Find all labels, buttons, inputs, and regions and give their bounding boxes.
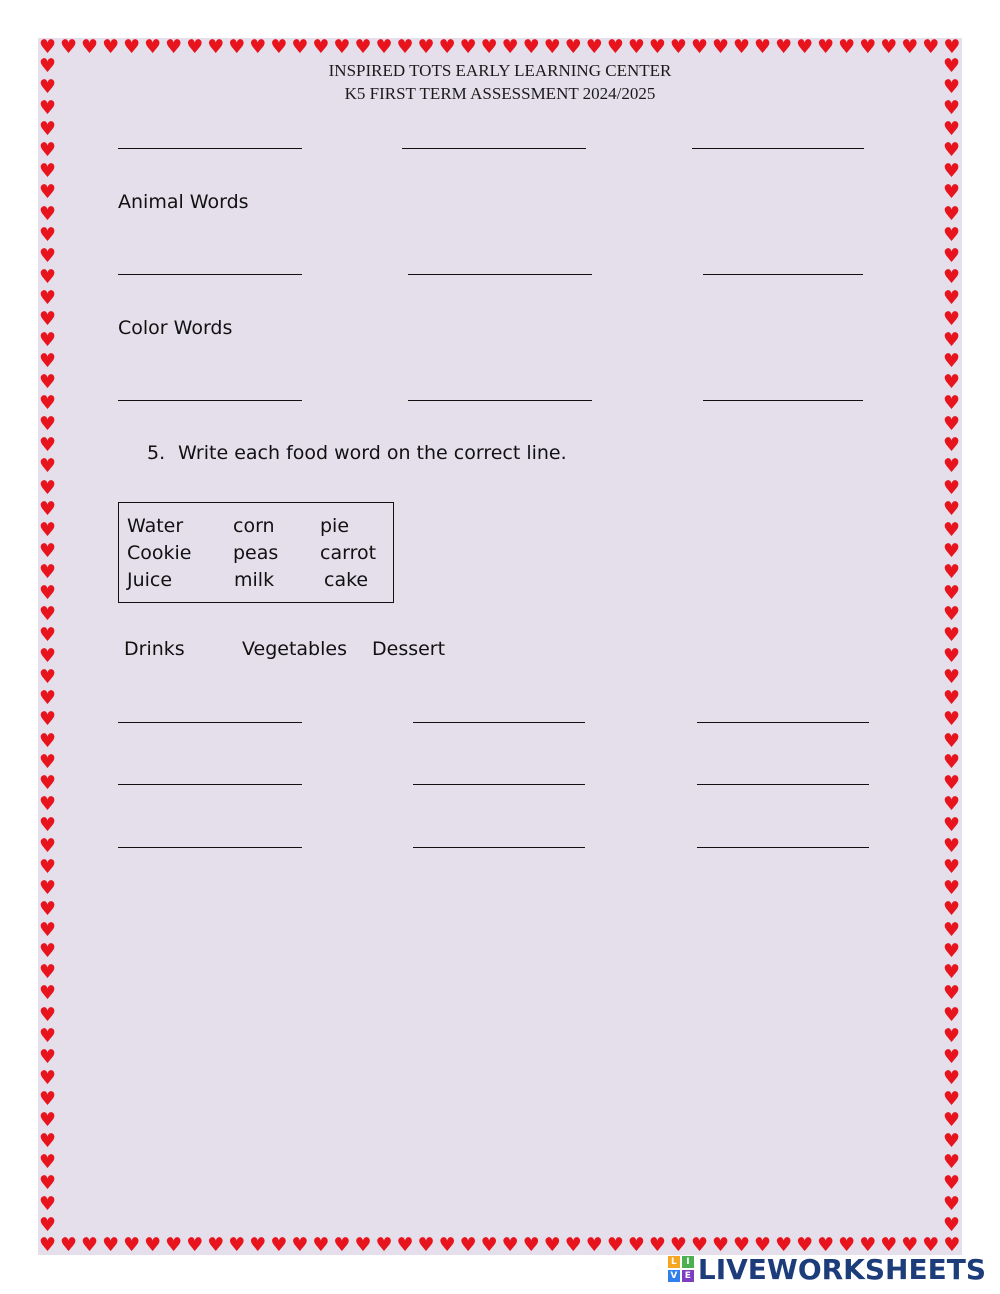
heart-icon: ♥ bbox=[186, 1236, 204, 1255]
heart-icon: ♥ bbox=[38, 813, 57, 836]
heart-icon: ♥ bbox=[38, 76, 57, 99]
heart-icon: ♥ bbox=[38, 603, 57, 626]
answer-line[interactable] bbox=[118, 148, 302, 149]
heart-icon: ♥ bbox=[38, 286, 57, 309]
answer-line[interactable] bbox=[408, 274, 592, 275]
heart-icon: ♥ bbox=[942, 392, 961, 415]
heart-icon: ♥ bbox=[38, 57, 57, 77]
heart-icon: ♥ bbox=[942, 202, 961, 225]
heart-icon: ♥ bbox=[38, 497, 57, 520]
heart-icon: ♥ bbox=[291, 1236, 309, 1255]
heart-icon: ♥ bbox=[38, 1024, 57, 1047]
heart-icon: ♥ bbox=[942, 350, 961, 373]
heart-icon: ♥ bbox=[81, 38, 99, 57]
heart-icon: ♥ bbox=[375, 1236, 393, 1255]
heart-icon: ♥ bbox=[942, 581, 961, 604]
answer-line[interactable] bbox=[697, 722, 869, 723]
heart-icon: ♥ bbox=[186, 38, 204, 57]
heart-icon: ♥ bbox=[38, 1066, 57, 1089]
logo-tile: L bbox=[668, 1256, 680, 1268]
heart-icon: ♥ bbox=[754, 1236, 772, 1255]
heart-icon: ♥ bbox=[228, 38, 246, 57]
answer-line[interactable] bbox=[413, 784, 585, 785]
word-bank-word: cake bbox=[324, 569, 369, 591]
heart-icon: ♥ bbox=[501, 1236, 519, 1255]
heart-icon: ♥ bbox=[38, 118, 57, 141]
heart-icon: ♥ bbox=[942, 898, 961, 921]
heart-icon: ♥ bbox=[38, 771, 57, 794]
heart-icon: ♥ bbox=[627, 1236, 645, 1255]
heart-icon: ♥ bbox=[102, 38, 120, 57]
heart-icon: ♥ bbox=[417, 1236, 435, 1255]
section-label-color-words: Color Words bbox=[118, 317, 233, 339]
heart-icon: ♥ bbox=[942, 919, 961, 942]
heart-icon: ♥ bbox=[123, 1236, 141, 1255]
heart-icon: ♥ bbox=[859, 1236, 877, 1255]
heart-icon: ♥ bbox=[249, 1236, 267, 1255]
heart-icon: ♥ bbox=[38, 329, 57, 352]
heart-icon: ♥ bbox=[38, 855, 57, 878]
heart-icon: ♥ bbox=[711, 1236, 730, 1255]
heart-icon: ♥ bbox=[38, 1151, 57, 1174]
heart-icon: ♥ bbox=[38, 244, 57, 267]
heart-icon: ♥ bbox=[942, 961, 961, 984]
heart-icon: ♥ bbox=[38, 38, 57, 57]
heart-icon: ♥ bbox=[942, 560, 961, 583]
heart-icon: ♥ bbox=[564, 38, 582, 57]
heart-icon: ♥ bbox=[270, 38, 288, 57]
heart-icon: ♥ bbox=[123, 38, 141, 57]
heart-icon: ♥ bbox=[942, 603, 961, 626]
heart-icon: ♥ bbox=[796, 38, 814, 57]
heart-icon: ♥ bbox=[690, 38, 708, 57]
heart-icon: ♥ bbox=[648, 38, 666, 57]
heart-icon: ♥ bbox=[38, 919, 57, 942]
liveworksheets-logo-icon bbox=[668, 1256, 694, 1282]
heart-icon: ♥ bbox=[38, 729, 57, 752]
school-name: INSPIRED TOTS EARLY LEARNING CENTER bbox=[328, 61, 672, 80]
answer-line[interactable] bbox=[118, 784, 302, 785]
heart-icon: ♥ bbox=[38, 666, 57, 689]
heart-icon: ♥ bbox=[38, 1045, 57, 1068]
heart-icon: ♥ bbox=[943, 38, 961, 57]
answer-line[interactable] bbox=[402, 148, 586, 149]
heart-icon: ♥ bbox=[38, 476, 57, 499]
heart-icon: ♥ bbox=[38, 1108, 57, 1131]
heart-icon: ♥ bbox=[38, 792, 57, 815]
heart-icon: ♥ bbox=[165, 38, 183, 57]
heart-icon: ♥ bbox=[627, 38, 645, 57]
heart-icon: ♥ bbox=[648, 1236, 666, 1255]
heart-icon: ♥ bbox=[38, 624, 57, 647]
category-dessert: Dessert bbox=[372, 638, 446, 660]
heart-icon: ♥ bbox=[942, 265, 961, 288]
heart-icon: ♥ bbox=[38, 350, 57, 373]
heart-border-top bbox=[38, 38, 962, 57]
heart-icon: ♥ bbox=[922, 1236, 940, 1255]
answer-line[interactable] bbox=[413, 847, 585, 848]
heart-icon: ♥ bbox=[942, 476, 961, 499]
heart-icon: ♥ bbox=[669, 1236, 687, 1255]
heart-icon: ♥ bbox=[438, 1236, 456, 1255]
heart-icon: ♥ bbox=[375, 38, 393, 57]
heart-icon: ♥ bbox=[354, 1236, 372, 1255]
answer-line[interactable] bbox=[413, 722, 585, 723]
heart-icon: ♥ bbox=[942, 518, 961, 541]
heart-icon: ♥ bbox=[38, 750, 57, 773]
heart-icon: ♥ bbox=[165, 1236, 183, 1255]
heart-icon: ♥ bbox=[942, 708, 961, 731]
heart-icon: ♥ bbox=[942, 855, 961, 878]
heart-icon: ♥ bbox=[942, 76, 961, 99]
heart-icon: ♥ bbox=[312, 1236, 330, 1255]
heart-icon: ♥ bbox=[942, 1214, 961, 1236]
heart-icon: ♥ bbox=[942, 371, 961, 394]
heart-icon: ♥ bbox=[564, 1236, 582, 1255]
heart-icon: ♥ bbox=[38, 434, 57, 457]
heart-icon: ♥ bbox=[480, 38, 498, 57]
logo-tile: I bbox=[682, 1256, 694, 1268]
heart-icon: ♥ bbox=[249, 38, 267, 57]
heart-icon: ♥ bbox=[543, 38, 561, 57]
heart-icon: ♥ bbox=[942, 1045, 961, 1068]
heart-icon: ♥ bbox=[38, 560, 57, 583]
heart-icon: ♥ bbox=[942, 160, 961, 183]
heart-icon: ♥ bbox=[38, 413, 57, 436]
heart-icon: ♥ bbox=[942, 645, 961, 668]
heart-icon: ♥ bbox=[60, 38, 78, 57]
heart-icon: ♥ bbox=[942, 413, 961, 436]
heart-icon: ♥ bbox=[207, 1236, 225, 1255]
heart-icon: ♥ bbox=[38, 834, 57, 857]
heart-icon: ♥ bbox=[38, 455, 57, 478]
answer-line[interactable] bbox=[118, 722, 302, 723]
heart-icon: ♥ bbox=[38, 1129, 57, 1152]
heart-icon: ♥ bbox=[291, 38, 309, 57]
heart-icon: ♥ bbox=[38, 940, 57, 963]
liveworksheets-watermark bbox=[668, 1252, 986, 1286]
heart-icon: ♥ bbox=[522, 1236, 540, 1255]
logo-tile: E bbox=[682, 1270, 694, 1282]
heart-icon: ♥ bbox=[922, 38, 940, 57]
heart-icon: ♥ bbox=[942, 813, 961, 836]
heart-icon: ♥ bbox=[901, 38, 919, 57]
heart-icon: ♥ bbox=[270, 1236, 288, 1255]
answer-line[interactable] bbox=[692, 148, 864, 149]
heart-icon: ♥ bbox=[817, 38, 835, 57]
heart-icon: ♥ bbox=[38, 898, 57, 921]
heart-icon: ♥ bbox=[942, 750, 961, 773]
heart-icon: ♥ bbox=[501, 38, 519, 57]
heart-icon: ♥ bbox=[942, 329, 961, 352]
heart-icon: ♥ bbox=[228, 1236, 246, 1255]
heart-icon: ♥ bbox=[207, 38, 225, 57]
answer-line[interactable] bbox=[118, 274, 302, 275]
heart-icon: ♥ bbox=[38, 708, 57, 731]
heart-icon: ♥ bbox=[38, 1172, 57, 1195]
heart-icon: ♥ bbox=[942, 434, 961, 457]
heart-border-right bbox=[942, 57, 961, 1236]
heart-icon: ♥ bbox=[459, 1236, 477, 1255]
heart-icon: ♥ bbox=[942, 687, 961, 710]
heart-icon: ♥ bbox=[942, 307, 961, 330]
answer-line[interactable] bbox=[118, 400, 302, 401]
heart-icon: ♥ bbox=[144, 1236, 162, 1255]
heart-icon: ♥ bbox=[942, 223, 961, 246]
heart-icon: ♥ bbox=[942, 792, 961, 815]
heart-icon: ♥ bbox=[38, 223, 57, 246]
heart-icon: ♥ bbox=[333, 38, 351, 57]
heart-icon: ♥ bbox=[543, 1236, 561, 1255]
word-bank-word: Water bbox=[127, 515, 184, 537]
answer-line[interactable] bbox=[703, 400, 863, 401]
word-bank-word: Juice bbox=[127, 569, 173, 591]
logo-tile: V bbox=[668, 1270, 680, 1282]
heart-icon: ♥ bbox=[38, 160, 57, 183]
heart-icon: ♥ bbox=[942, 286, 961, 309]
heart-icon: ♥ bbox=[354, 38, 372, 57]
heart-icon: ♥ bbox=[942, 877, 961, 900]
heart-icon: ♥ bbox=[38, 877, 57, 900]
heart-icon: ♥ bbox=[942, 181, 961, 204]
heart-icon: ♥ bbox=[880, 38, 898, 57]
heart-icon: ♥ bbox=[838, 1236, 856, 1255]
heart-icon: ♥ bbox=[396, 1236, 414, 1255]
heart-icon: ♥ bbox=[942, 624, 961, 647]
heart-icon: ♥ bbox=[102, 1236, 120, 1255]
liveworksheets-text: LIVEWORKSHEETS bbox=[697, 1252, 986, 1286]
word-bank-word: milk bbox=[234, 569, 275, 591]
heart-icon: ♥ bbox=[38, 1236, 57, 1255]
heart-icon: ♥ bbox=[606, 38, 624, 57]
heart-icon: ♥ bbox=[942, 139, 961, 162]
heart-icon: ♥ bbox=[38, 202, 57, 225]
heart-icon: ♥ bbox=[942, 97, 961, 120]
heart-icon: ♥ bbox=[942, 1193, 961, 1216]
heart-icon: ♥ bbox=[880, 1236, 898, 1255]
question-number: 5. bbox=[147, 442, 166, 464]
heart-icon: ♥ bbox=[942, 244, 961, 267]
heart-icon: ♥ bbox=[585, 38, 603, 57]
heart-icon: ♥ bbox=[711, 38, 730, 57]
heart-icon: ♥ bbox=[38, 687, 57, 710]
heart-icon: ♥ bbox=[669, 38, 687, 57]
section-label-animal-words: Animal Words bbox=[118, 191, 249, 213]
heart-icon: ♥ bbox=[38, 1193, 57, 1216]
heart-icon: ♥ bbox=[942, 1003, 961, 1026]
heart-icon: ♥ bbox=[38, 371, 57, 394]
word-bank-word: Cookie bbox=[127, 542, 192, 564]
heart-icon: ♥ bbox=[942, 57, 961, 77]
heart-icon: ♥ bbox=[522, 38, 540, 57]
heart-icon: ♥ bbox=[38, 1214, 57, 1236]
heart-icon: ♥ bbox=[38, 1087, 57, 1110]
question-instruction: Write each food word on the correct line. bbox=[178, 442, 567, 464]
heart-icon: ♥ bbox=[942, 497, 961, 520]
heart-icon: ♥ bbox=[942, 1087, 961, 1110]
answer-line[interactable] bbox=[408, 400, 592, 401]
assessment-title: K5 FIRST TERM ASSESSMENT 2024/2025 bbox=[344, 84, 656, 103]
heart-icon: ♥ bbox=[901, 1236, 919, 1255]
category-vegetables: Vegetables bbox=[242, 638, 347, 660]
heart-icon: ♥ bbox=[480, 1236, 498, 1255]
heart-icon: ♥ bbox=[942, 666, 961, 689]
heart-icon: ♥ bbox=[942, 940, 961, 963]
heart-icon: ♥ bbox=[606, 1236, 624, 1255]
heart-icon: ♥ bbox=[459, 38, 477, 57]
heart-icon: ♥ bbox=[81, 1236, 99, 1255]
heart-icon: ♥ bbox=[817, 1236, 835, 1255]
heart-icon: ♥ bbox=[38, 982, 57, 1005]
heart-icon: ♥ bbox=[942, 1172, 961, 1195]
heart-icon: ♥ bbox=[942, 118, 961, 141]
heart-icon: ♥ bbox=[38, 139, 57, 162]
heart-icon: ♥ bbox=[38, 539, 57, 562]
heart-icon: ♥ bbox=[38, 97, 57, 120]
heart-icon: ♥ bbox=[690, 1236, 708, 1255]
heart-icon: ♥ bbox=[38, 265, 57, 288]
heart-icon: ♥ bbox=[312, 38, 330, 57]
heart-icon: ♥ bbox=[333, 1236, 351, 1255]
heart-icon: ♥ bbox=[60, 1236, 78, 1255]
heart-icon: ♥ bbox=[38, 1003, 57, 1026]
heart-icon: ♥ bbox=[38, 961, 57, 984]
heart-icon: ♥ bbox=[942, 1151, 961, 1174]
heart-icon: ♥ bbox=[38, 181, 57, 204]
heart-icon: ♥ bbox=[38, 392, 57, 415]
heart-icon: ♥ bbox=[942, 455, 961, 478]
heart-icon: ♥ bbox=[943, 1236, 961, 1255]
heart-icon: ♥ bbox=[38, 581, 57, 604]
answer-line[interactable] bbox=[703, 274, 863, 275]
heart-icon: ♥ bbox=[942, 1066, 961, 1089]
word-bank-word: carrot bbox=[320, 542, 377, 564]
heart-icon: ♥ bbox=[942, 539, 961, 562]
heart-icon: ♥ bbox=[585, 1236, 603, 1255]
heart-icon: ♥ bbox=[38, 307, 57, 330]
word-bank-word: pie bbox=[320, 515, 350, 537]
heart-icon: ♥ bbox=[796, 1236, 814, 1255]
heart-icon: ♥ bbox=[438, 38, 456, 57]
answer-line[interactable] bbox=[118, 847, 302, 848]
heart-icon: ♥ bbox=[859, 38, 877, 57]
heart-icon: ♥ bbox=[775, 1236, 793, 1255]
heart-icon: ♥ bbox=[775, 38, 793, 57]
heart-icon: ♥ bbox=[838, 38, 856, 57]
heart-icon: ♥ bbox=[754, 38, 772, 57]
heart-icon: ♥ bbox=[733, 38, 751, 57]
heart-icon: ♥ bbox=[942, 1129, 961, 1152]
heart-icon: ♥ bbox=[396, 38, 414, 57]
word-bank-word: corn bbox=[233, 515, 275, 537]
heart-icon: ♥ bbox=[942, 729, 961, 752]
heart-border-left bbox=[38, 57, 57, 1236]
heart-icon: ♥ bbox=[942, 982, 961, 1005]
heart-icon: ♥ bbox=[942, 1108, 961, 1131]
category-drinks: Drinks bbox=[124, 638, 185, 660]
heart-icon: ♥ bbox=[942, 771, 961, 794]
heart-icon: ♥ bbox=[417, 38, 435, 57]
heart-icon: ♥ bbox=[942, 1024, 961, 1047]
heart-icon: ♥ bbox=[733, 1236, 751, 1255]
heart-icon: ♥ bbox=[38, 518, 57, 541]
heart-icon: ♥ bbox=[942, 834, 961, 857]
heart-icon: ♥ bbox=[38, 645, 57, 668]
answer-line[interactable] bbox=[697, 784, 869, 785]
heart-icon: ♥ bbox=[144, 38, 162, 57]
word-bank-word: peas bbox=[233, 542, 279, 564]
answer-line[interactable] bbox=[697, 847, 869, 848]
